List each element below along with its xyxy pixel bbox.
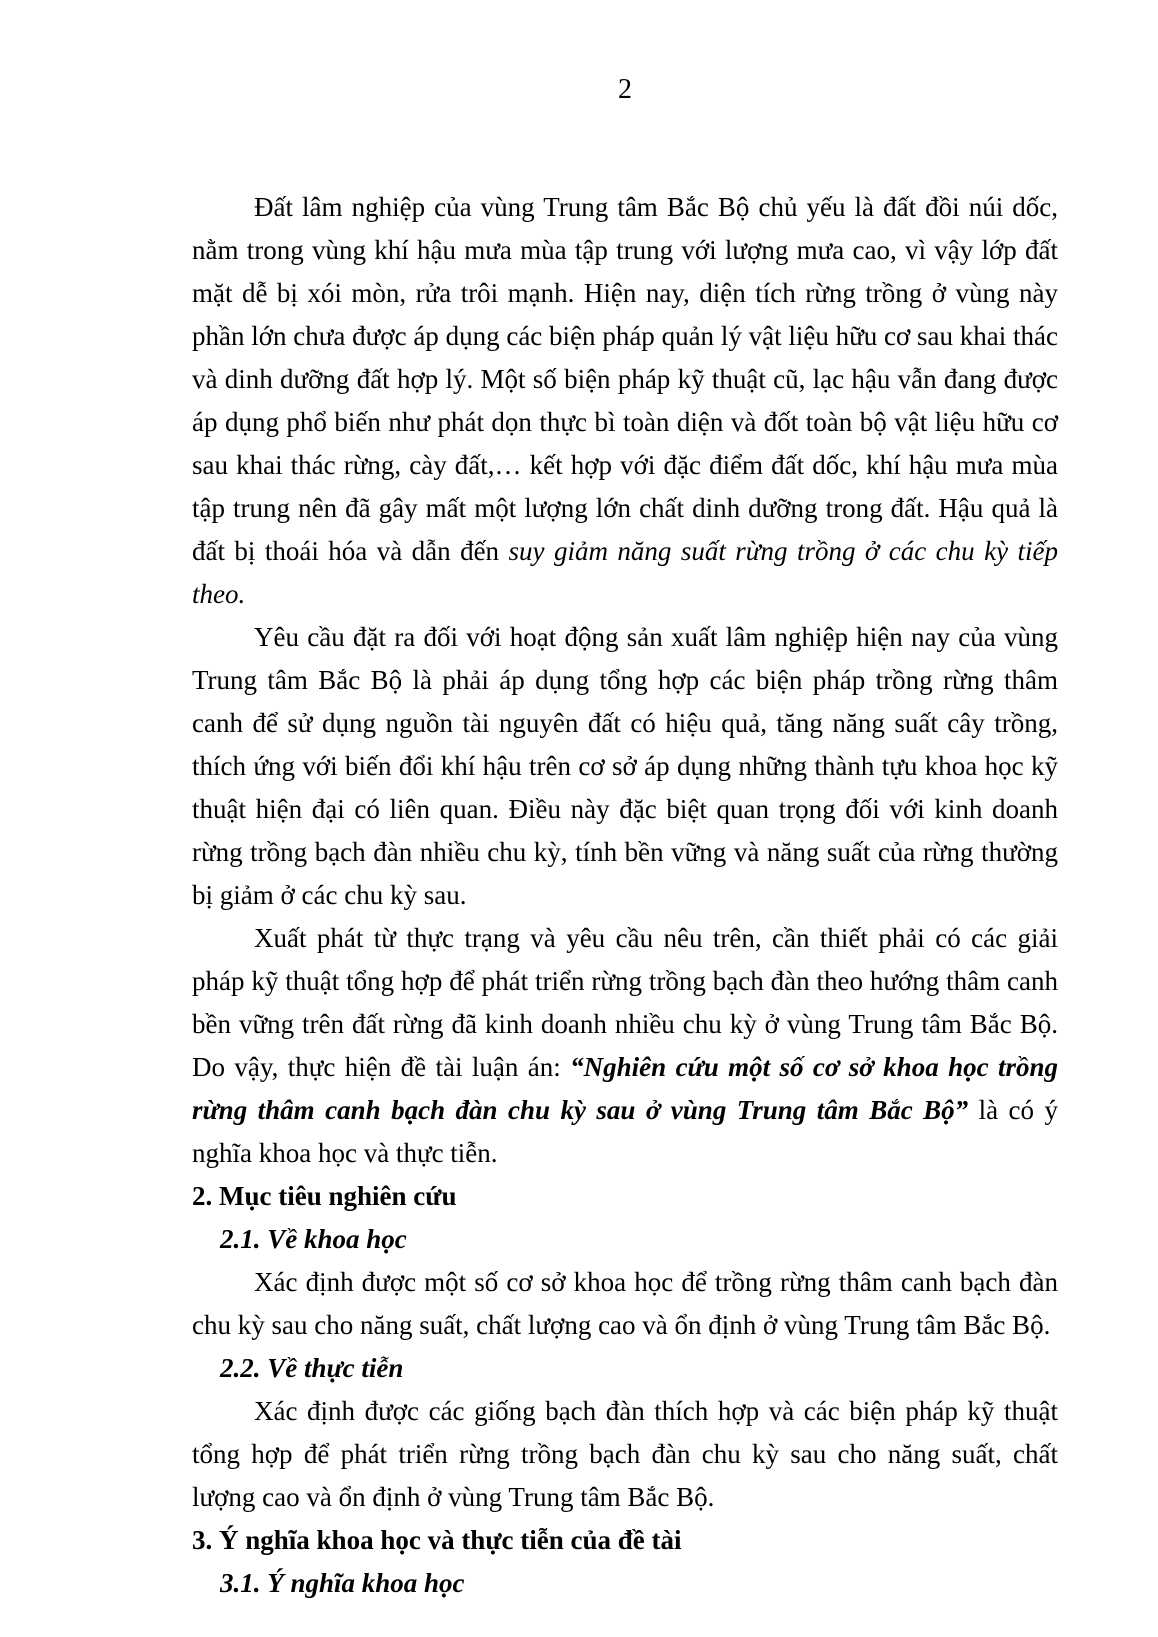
paragraph-intro-3: [192, 917, 1058, 1175]
paragraph-intro-3-text: Xuất phát từ thực trạng và yêu cầu nêu trên, cần thiết phải có các giải pháp kỹ thuật tổng hợp để phát triển rừng trồng bạch đàn theo hướng thâm canh bền vững trên đất rừng đã kinh doanh nhiều chu kỳ ở vùng Trung tâm Bắc Bộ. Do vậy, thực hiện đề tài luận án:: [192, 923, 1058, 1082]
paragraph-intro-2: Yêu cầu đặt ra đối với hoạt động sản xuất lâm nghiệp hiện nay của vùng Trung tâm Bắc Bộ là phải áp dụng tổng hợp các biện pháp trồng rừng thâm canh để sử dụng nguồn tài nguyên đất có hiệu quả, tăng năng suất cây trồng, thích ứng với biến đổi khí hậu trên cơ sở áp dụng những thành tựu khoa học kỹ thuật hiện đại có liên quan. Điều này đặc biệt quan trọng đối với kinh doanh rừng trồng bạch đàn nhiều chu kỳ, tính bền vững và năng suất của rừng thường bị giảm ở các chu kỳ sau.: [192, 622, 1058, 910]
section-2-1-heading: 2.1. Về khoa học: [220, 1224, 407, 1254]
paragraph-intro-1-text: Đất lâm nghiệp của vùng Trung tâm Bắc Bộ chủ yếu là đất đồi núi dốc, nằm trong vùng khí hậu mưa mùa tập trung với lượng mưa cao, vì vậy lớp đất mặt dễ bị xói mòn, rửa trôi mạnh. Hiện nay, diện tích rừng trồng ở vùng này phần lớn chưa được áp dụng các biện pháp quản lý vật liệu hữu cơ sau khai thác và dinh dưỡng đất hợp lý. Một số biện pháp kỹ thuật cũ, lạc hậu vẫn đang được áp dụng phổ biến như phát dọn thực bì toàn diện và đốt toàn bộ vật liệu hữu cơ sau khai thác rừng, cày đất,… kết hợp với đặc điểm đất dốc, khí hậu mưa mùa tập trung nên đã gây mất một lượng lớn chất dinh dưỡng trong đất. Hậu quả là đất bị thoái hóa và dẫn đến: [192, 192, 1058, 566]
section-2-2-heading: 2.2. Về thực tiễn: [220, 1353, 404, 1383]
paragraph-intro-3-text-end: là có ý nghĩa khoa học và thực tiễn.: [192, 1095, 1058, 1168]
thesis-title-quote: “Nghiên cứu một số cơ sở khoa học trồng rừng thâm canh bạch đàn chu kỳ sau ở vùng Trung tâm Bắc Bộ”: [192, 1052, 1058, 1125]
section-2-2-paragraph: Xác định được các giống bạch đàn thích hợp và các biện pháp kỹ thuật tổng hợp để phát triển rừng trồng bạch đàn chu kỳ sau cho năng suất, chất lượng cao và ổn định ở vùng Trung tâm Bắc Bộ.: [192, 1396, 1058, 1512]
paragraph-intro-1: [192, 186, 1058, 616]
section-2-1-paragraph: Xác định được một số cơ sở khoa học để trồng rừng thâm canh bạch đàn chu kỳ sau cho năng suất, chất lượng cao và ổn định ở vùng Trung tâm Bắc Bộ.: [192, 1267, 1058, 1340]
page-number: 2: [618, 74, 632, 105]
paragraph-intro-1-italic-text: suy giảm năng suất rừng trồng ở các chu kỳ tiếp theo.: [192, 536, 1058, 609]
section-3-1-heading: 3.1. Ý nghĩa khoa học: [220, 1568, 465, 1598]
page-content: [192, 186, 1058, 1605]
section-2-heading: 2. Mục tiêu nghiên cứu: [192, 1181, 457, 1211]
section-3-heading: 3. Ý nghĩa khoa học và thực tiễn của đề tài: [192, 1525, 682, 1555]
